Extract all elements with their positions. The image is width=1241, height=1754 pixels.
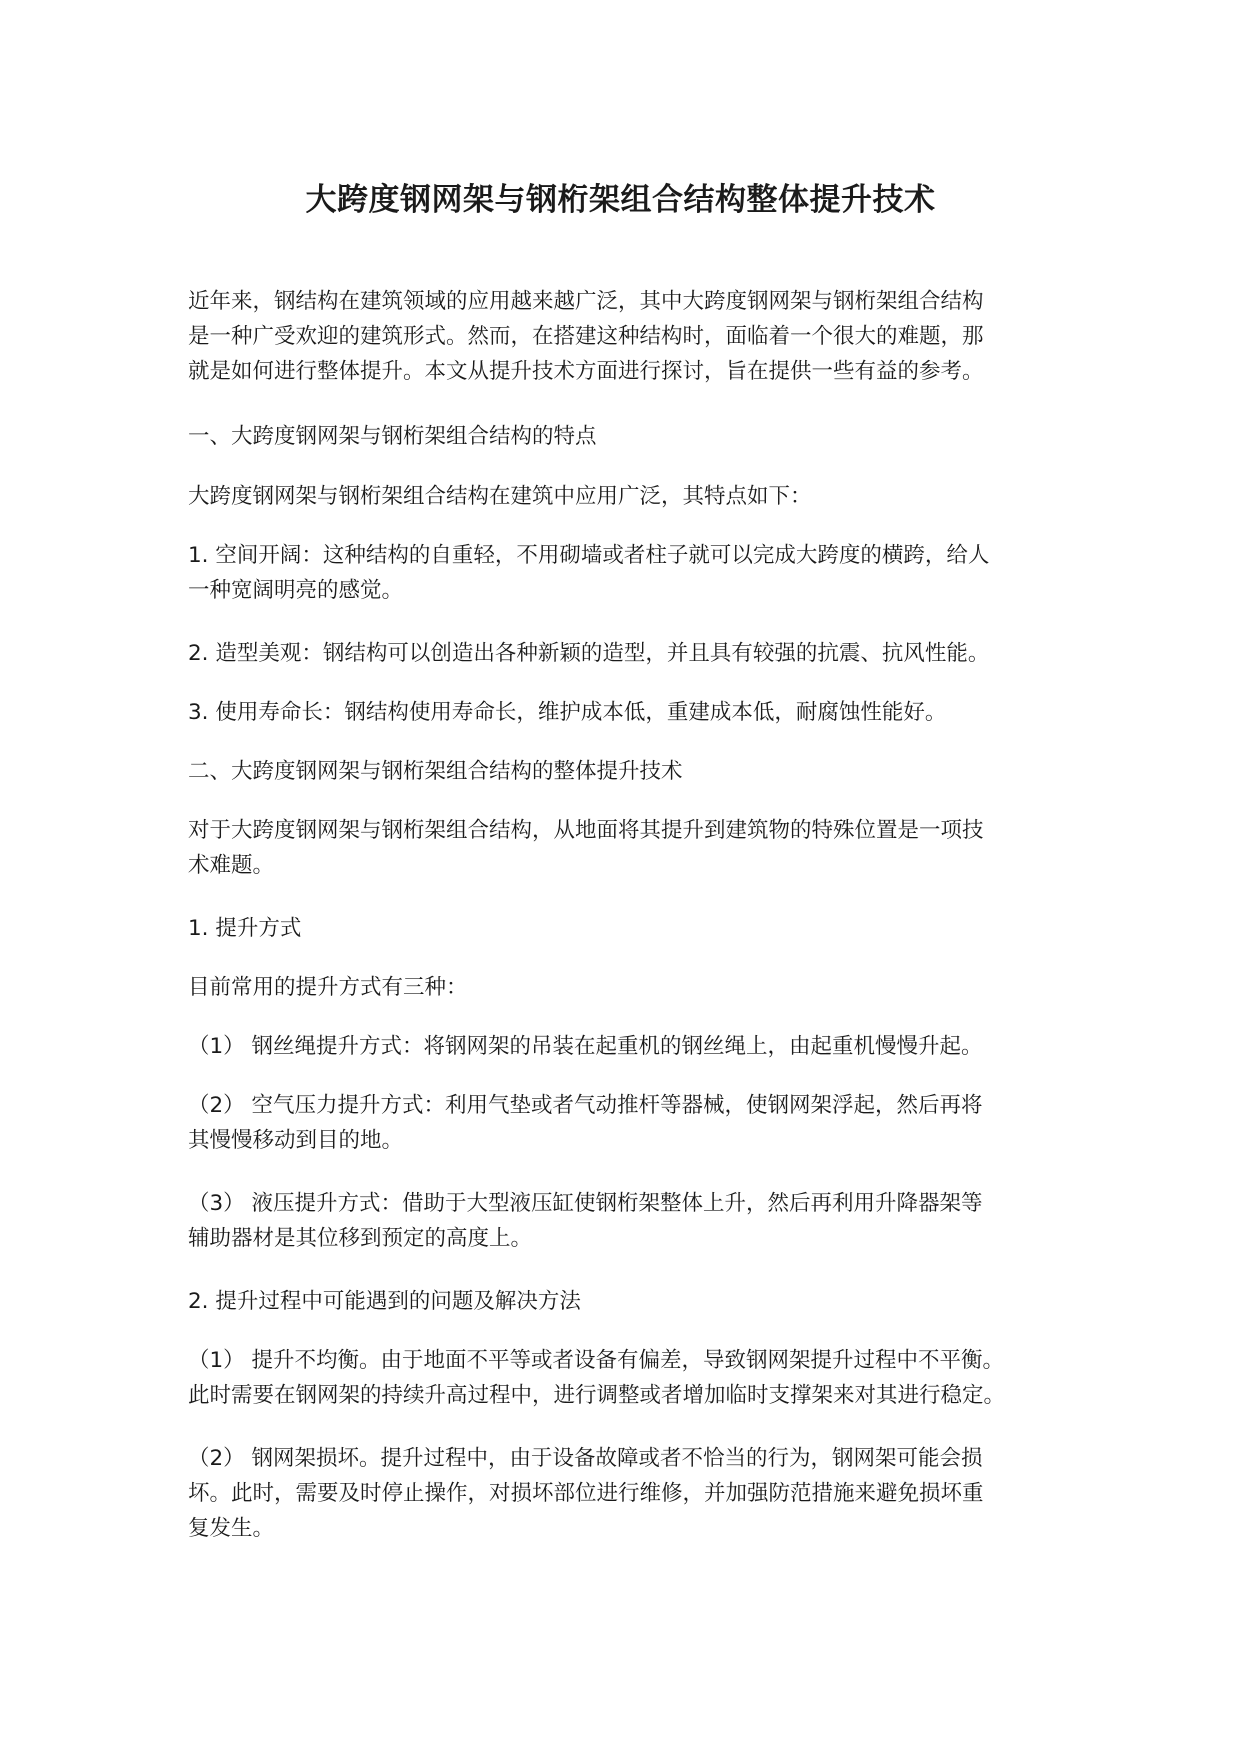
- text-line: （1） 提升不均衡。由于地面不平等或者设备有偏差，导致钢网架提升过程中不平衡。: [188, 1348, 1005, 1373]
- intro-paragraph: [188, 284, 1068, 389]
- feature-item-1: [188, 538, 1068, 608]
- methods-intro-paragraph: [188, 970, 1068, 1005]
- feature-item-2: [188, 636, 1068, 671]
- feature-item-3: [188, 695, 1068, 730]
- text-line: 2. 造型美观：钢结构可以创造出各种新颖的造型，并且具有较强的抗震、抗风性能。: [188, 641, 990, 666]
- section-heading-1: [188, 419, 1068, 454]
- section-heading-2: [188, 754, 1068, 789]
- text-line: 坏。此时，需要及时停止操作，对损坏部位进行维修，并加强防范措施来避免损坏重: [188, 1481, 984, 1506]
- text-line: 一种宽阔明亮的感觉。: [188, 578, 404, 603]
- text-line: 大跨度钢网架与钢桁架组合结构在建筑中应用广泛，其特点如下：: [188, 484, 812, 509]
- text-line: 对于大跨度钢网架与钢桁架组合结构，从地面将其提升到建筑物的特殊位置是一项技: [188, 818, 984, 843]
- text-line: 目前常用的提升方式有三种：: [188, 975, 468, 1000]
- document-title: 大跨度钢网架与钢桁架组合结构整体提升技术: [305, 182, 936, 218]
- problem-item-1: [188, 1343, 1068, 1413]
- text-line: 辅助器材是其位移到预定的高度上。: [188, 1226, 533, 1251]
- text-line: 其慢慢移动到目的地。: [188, 1128, 404, 1153]
- text-line: 就是如何进行整体提升。本文从提升技术方面进行探讨，旨在提供一些有益的参考。: [188, 359, 984, 384]
- features-intro-paragraph: [188, 479, 1068, 514]
- text-line: 1. 空间开阔：这种结构的自重轻，不用砌墙或者柱子就可以完成大跨度的横跨，给人: [188, 543, 990, 568]
- text-line: 近年来，钢结构在建筑领域的应用越来越广泛，其中大跨度钢网架与钢桁架组合结构: [188, 289, 984, 314]
- lifting-intro-paragraph: [188, 813, 1068, 883]
- text-line: 一、大跨度钢网架与钢桁架组合结构的特点: [188, 424, 597, 449]
- text-line: 1. 提升方式: [188, 916, 302, 941]
- text-line: 是一种广受欢迎的建筑形式。然而，在搭建这种结构时，面临着一个很大的难题，那: [188, 324, 984, 349]
- text-line: （1） 钢丝绳提升方式：将钢网架的吊装在起重机的钢丝绳上，由起重机慢慢升起。: [188, 1034, 983, 1059]
- subheading-problems: [188, 1284, 1068, 1319]
- method-item-1: [188, 1029, 1068, 1064]
- method-item-2: [188, 1088, 1068, 1158]
- text-line: 复发生。: [188, 1516, 275, 1541]
- text-line: （2） 钢网架损坏。提升过程中，由于设备故障或者不恰当的行为，钢网架可能会损: [188, 1446, 983, 1471]
- text-line: 2. 提升过程中可能遇到的问题及解决方法: [188, 1289, 581, 1314]
- text-line: 术难题。: [188, 853, 275, 878]
- text-line: （2） 空气压力提升方式：利用气垫或者气动推杆等器械，使钢网架浮起，然后再将: [188, 1093, 983, 1118]
- subheading-lifting-methods: [188, 911, 1068, 946]
- method-item-3: [188, 1186, 1068, 1256]
- problem-item-2: [188, 1441, 1068, 1546]
- text-line: 此时需要在钢网架的持续升高过程中，进行调整或者增加临时支撑架来对其进行稳定。: [188, 1383, 1006, 1408]
- text-line: 3. 使用寿命长：钢结构使用寿命长，维护成本低，重建成本低，耐腐蚀性能好。: [188, 700, 947, 725]
- text-line: （3） 液压提升方式：借助于大型液压缸使钢桁架整体上升，然后再利用升降器架等: [188, 1191, 983, 1216]
- text-line: 二、大跨度钢网架与钢桁架组合结构的整体提升技术: [188, 759, 683, 784]
